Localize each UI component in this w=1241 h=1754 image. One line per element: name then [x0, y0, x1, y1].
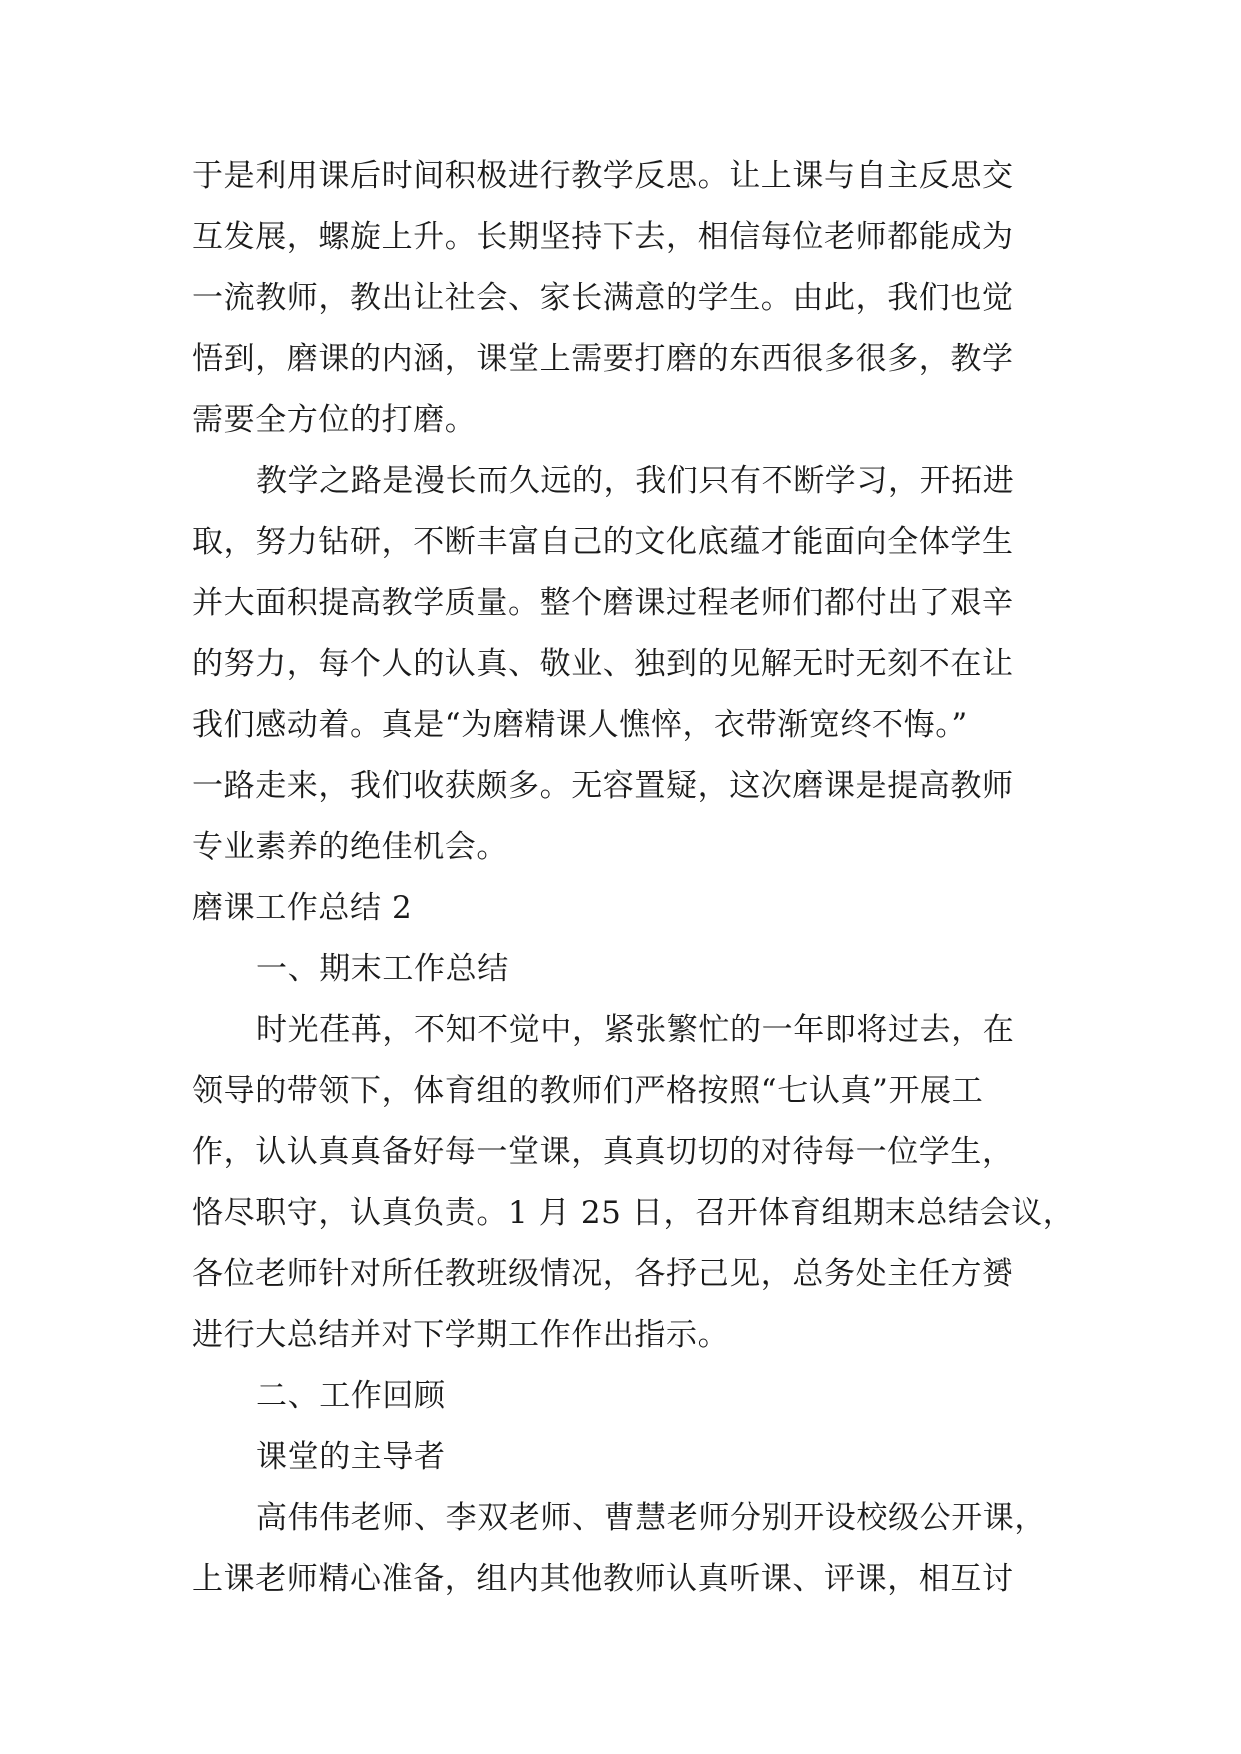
- paragraph-line: 领导的带领下，体育组的教师们严格按照“七认真”开展工: [192, 1073, 984, 1109]
- paragraph-line: 一流教师，教出让社会、家长满意的学生。由此，我们也觉: [192, 280, 1014, 316]
- paragraph-line: 一路走来，我们收获颇多。无容置疑，这次磨课是提高教师: [192, 768, 1014, 804]
- section-title: 磨课工作总结 2: [192, 890, 413, 926]
- paragraph-line: 的努力，每个人的认真、敬业、独到的见解无时无刻不在让: [192, 646, 1014, 682]
- paragraph-line: 专业素养的绝佳机会。: [192, 829, 508, 865]
- paragraph-line: 于是利用课后时间积极进行教学反思。让上课与自主反思交: [192, 158, 1014, 194]
- subsection-heading: 二、工作回顾: [256, 1378, 446, 1414]
- paragraph-line: 时光荏苒，不知不觉中，紧张繁忙的一年即将过去，在: [256, 1012, 1015, 1048]
- paragraph-line: 上课老师精心准备，组内其他教师认真听课、评课，相互讨: [192, 1561, 1014, 1597]
- subsection-heading: 一、期末工作总结: [256, 951, 509, 987]
- paragraph-line: 高伟伟老师、李双老师、曹慧老师分别开设校级公开课，: [256, 1500, 1046, 1536]
- paragraph-line: 进行大总结并对下学期工作作出指示。: [192, 1317, 730, 1353]
- paragraph-line: 互发展，螺旋上升。长期坚持下去，相信每位老师都能成为: [192, 219, 1014, 255]
- paragraph-line: 取，努力钻研，不断丰富自己的文化底蕴才能面向全体学生: [192, 524, 1014, 560]
- paragraph-line: 恪尽职守，认真负责。1 月 25 日，召开体育组期末总结会议，: [192, 1195, 1075, 1231]
- paragraph-line: 并大面积提高教学质量。整个磨课过程老师们都付出了艰辛: [192, 585, 1014, 621]
- paragraph-line: 我们感动着。真是“为磨精课人憔悴，衣带渐宽终不悔。”: [192, 707, 968, 743]
- subsection-heading: 课堂的主导者: [256, 1439, 446, 1475]
- paragraph-line: 教学之路是漫长而久远的，我们只有不断学习，开拓进: [256, 463, 1015, 499]
- paragraph-line: 需要全方位的打磨。: [192, 402, 477, 438]
- paragraph-line: 悟到，磨课的内涵，课堂上需要打磨的东西很多很多，教学: [192, 341, 1014, 377]
- paragraph-line: 作，认认真真备好每一堂课，真真切切的对待每一位学生，: [192, 1134, 1014, 1170]
- paragraph-line: 各位老师针对所任教班级情况，各抒己见，总务处主任方赟: [192, 1256, 1014, 1292]
